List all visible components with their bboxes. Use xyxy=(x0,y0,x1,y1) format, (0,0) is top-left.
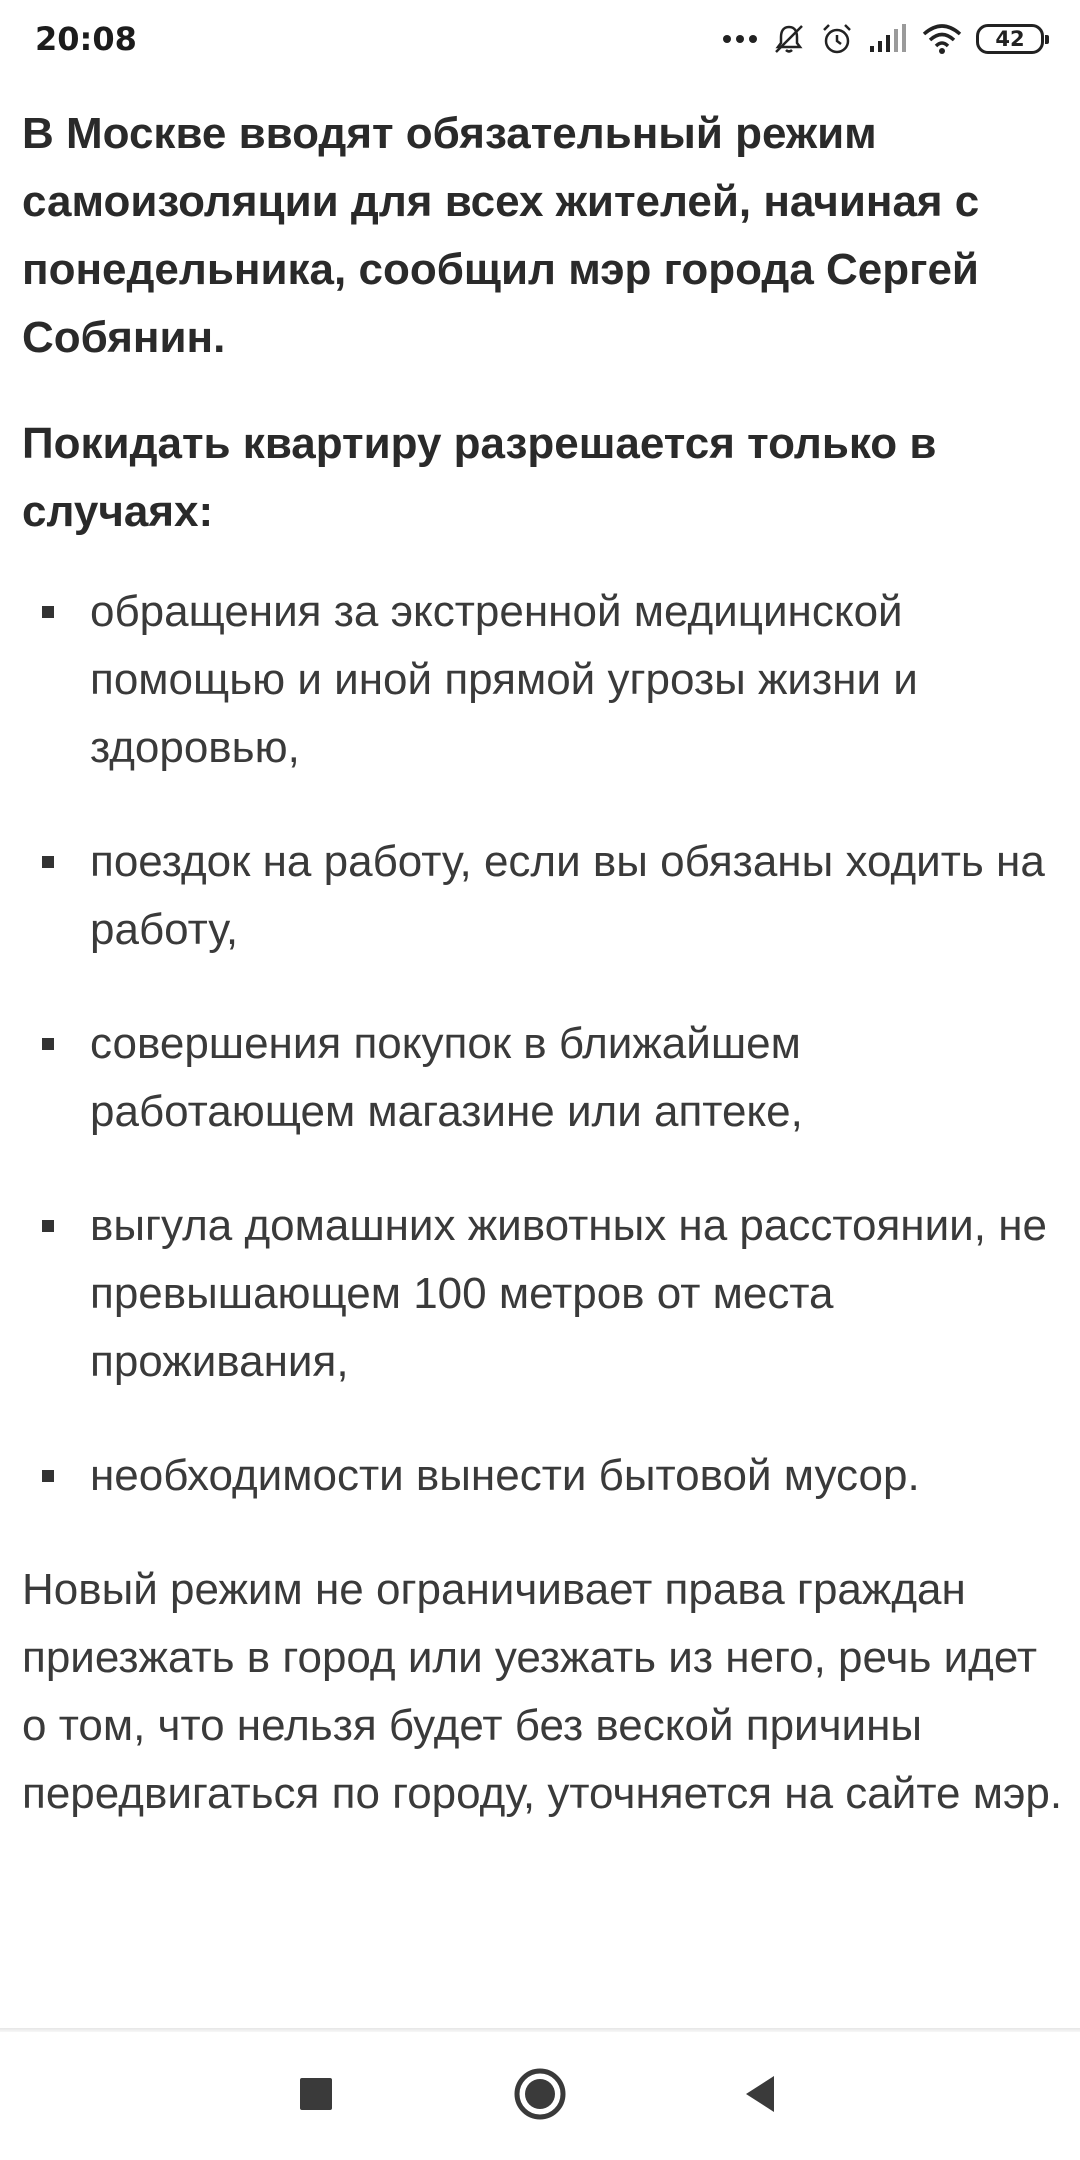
list-item-text: поездок на работу, если вы обязаны ходить на работу, xyxy=(90,837,1045,954)
more-notifications-icon xyxy=(722,33,758,45)
article-content xyxy=(22,100,1062,1828)
list-item-text: обращения за экстренной медицинской помощью и иной прямой угрозы жизни и здоровью, xyxy=(90,587,918,772)
article-subhead: Покидать квартиру разрешается только в случаях: xyxy=(22,419,937,536)
back-icon xyxy=(738,2072,782,2116)
list-item-text: совершения покупок в ближайшем работающем магазине или аптеке, xyxy=(90,1019,803,1136)
bullet-square-icon xyxy=(42,856,54,868)
bullet-square-icon xyxy=(42,606,54,618)
bullet-square-icon xyxy=(42,1220,54,1232)
bullet-list xyxy=(22,578,1062,1510)
home-button[interactable] xyxy=(500,2054,580,2134)
list-item xyxy=(22,828,1062,964)
navigation-bar xyxy=(0,2032,1080,2160)
status-time: 20:08 xyxy=(35,20,137,58)
bullet-square-icon xyxy=(42,1470,54,1482)
bullet-square-icon xyxy=(42,1038,54,1050)
list-item-text: выгула домашних животных на расстоянии, не превышающем 100 метров от места проживания, xyxy=(90,1201,1047,1386)
list-item xyxy=(22,1010,1062,1146)
vibrate-off-icon xyxy=(772,22,806,56)
list-item-text: необходимости вынести бытовой мусор. xyxy=(90,1451,920,1500)
article-paragraph: Новый режим не ограничивает права граждан приезжать в город или уезжать из него, речь идет о том, что нельзя будет без веской причины передвигаться по городу, уточняется на сайте мэр. xyxy=(22,1565,1063,1818)
recents-icon xyxy=(296,2074,336,2114)
wifi-icon xyxy=(922,24,962,54)
alarm-icon xyxy=(820,22,854,56)
battery-icon: 42 xyxy=(976,24,1044,54)
back-button[interactable] xyxy=(720,2054,800,2134)
status-icons xyxy=(722,20,1044,58)
list-item xyxy=(22,578,1062,782)
cellular-signal-icon xyxy=(868,24,908,54)
article-lead: В Москве вводят обязательный режим самоизоляции для всех жителей, начиная с понедельника, сообщил мэр города Сергей Собянин. xyxy=(22,109,980,362)
home-icon xyxy=(512,2066,568,2122)
recents-button[interactable] xyxy=(276,2054,356,2134)
list-item xyxy=(22,1442,1062,1510)
status-bar xyxy=(0,0,1080,76)
list-item xyxy=(22,1192,1062,1396)
